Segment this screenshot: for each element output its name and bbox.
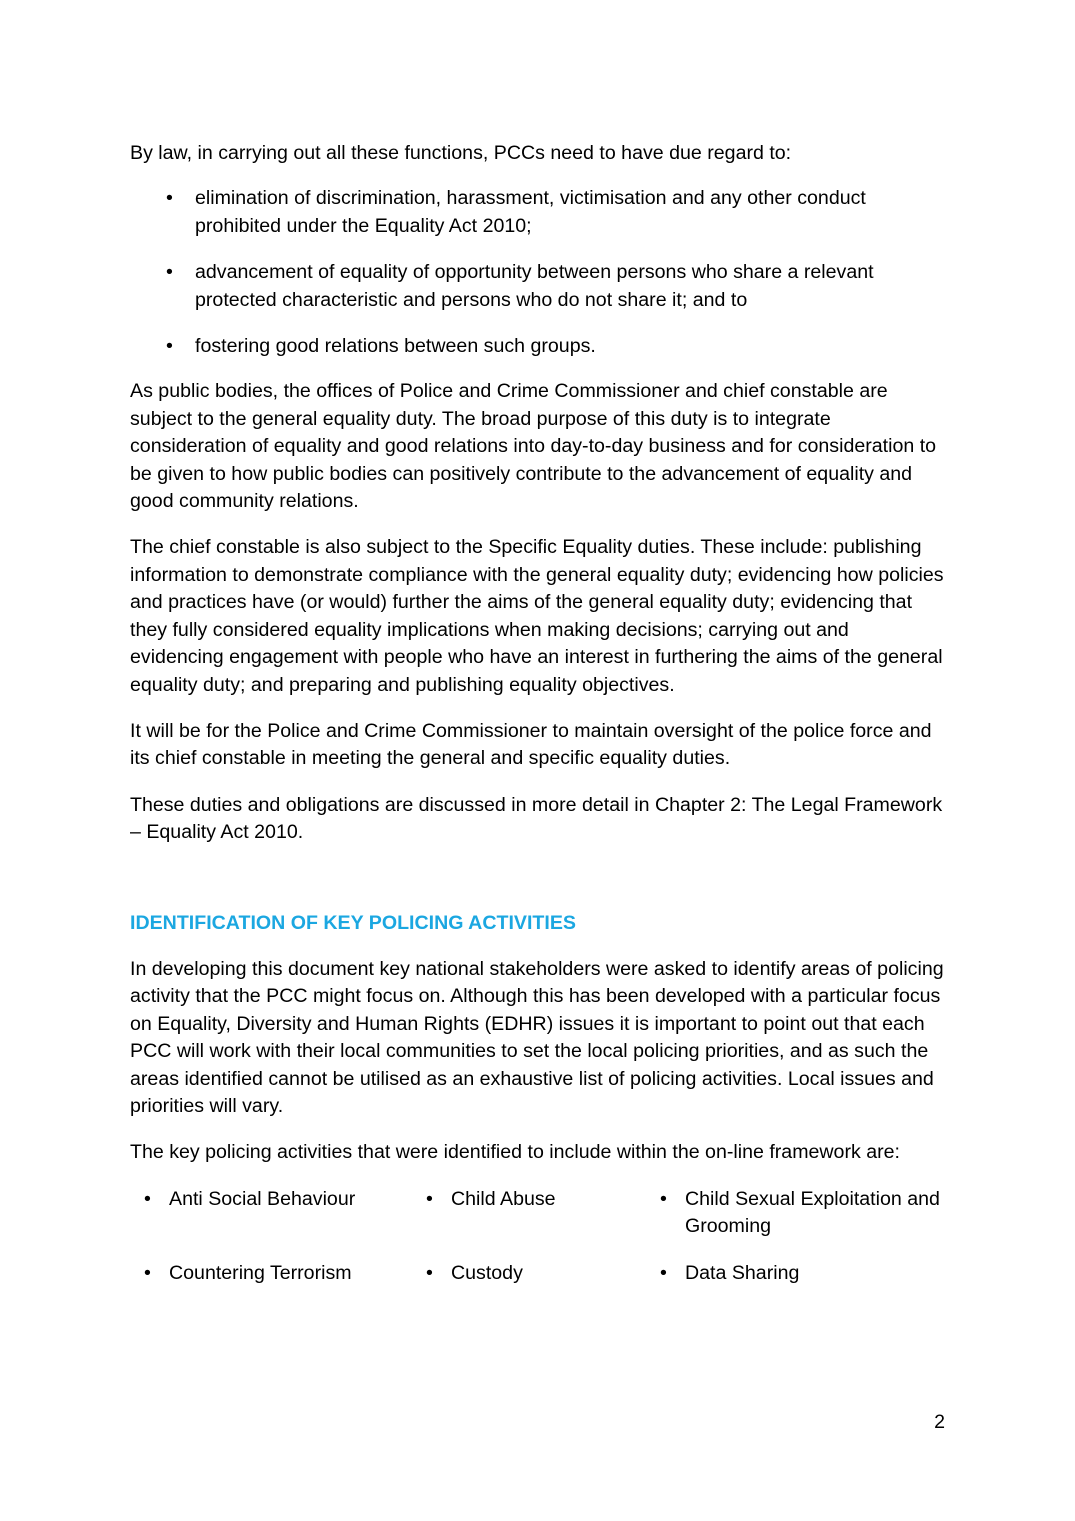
activity-label: Child Sexual Exploitation and Grooming <box>685 1187 940 1238</box>
paragraph-chapter-reference: These duties and obligations are discussed in more detail in Chapter 2: The Legal Framework – Equality Act 2010. <box>130 793 943 844</box>
section-heading: IDENTIFICATION OF KEY POLICING ACTIVITIES <box>130 911 576 934</box>
activity-item <box>646 1186 945 1241</box>
activity-label: Data Sharing <box>685 1261 800 1284</box>
activity-label: Custody <box>451 1261 523 1284</box>
paragraph-stakeholders: In developing this document key national stakeholders were asked to identify areas of policing activity that the PCC might focus on. Although this has been developed with a particular focus on Equality, Diversity and Human Rights (EDHR) issues it is important to point out that each PCC will work with their local communities to set the local policing priorities, and as such the areas identified cannot be utilised as an exhaustive list of policing activities. Local issues and priorities will vary. <box>130 957 944 1117</box>
duty-text: fostering good relations between such groups. <box>195 335 596 358</box>
bullet-icon: • <box>144 1261 151 1284</box>
paragraph-specific-duties: The chief constable is also subject to the Specific Equality duties. These include: publishing information to demonstrate compliance with the general equality duty; evidencing how policies and practices have (or would) further the aims of the general equality duty; evidencing that they fully considered equality implications when making decisions; carrying out and evidencing engagement with people who have an interest in furthering the aims of the general equality duty; and preparing and publishing equality objectives. <box>130 536 944 696</box>
bullet-icon: • <box>166 187 173 210</box>
paragraph-general-duty: As public bodies, the offices of Police and Crime Commissioner and chief constable are subject to the general equality duty. The broad purpose of this duty is to integrate consideration of equality and good relations into day-to-day business and for consideration to be given to how public bodies can positively contribute to the advancement of equality and good community relations. <box>130 380 937 513</box>
activity-item <box>412 1260 646 1287</box>
bullet-icon: • <box>166 335 173 358</box>
list-item <box>130 333 945 360</box>
paragraph-oversight: It will be for the Police and Crime Commissioner to maintain oversight of the police force and its chief constable in meeting the general and specific equality duties. <box>130 719 932 770</box>
bullet-icon: • <box>426 1261 433 1284</box>
duty-text: elimination of discrimination, harassment, victimisation and any other conduct prohibited under the Equality Act 2010; <box>195 187 866 237</box>
document-page <box>130 140 945 1287</box>
bullet-icon: • <box>166 261 173 284</box>
bullet-icon: • <box>144 1187 151 1210</box>
intro-text: By law, in carrying out all these functions, PCCs need to have due regard to: <box>130 142 792 164</box>
activities-list <box>130 1186 945 1287</box>
activity-label: Anti Social Behaviour <box>169 1187 356 1210</box>
bullet-icon: • <box>660 1187 667 1210</box>
activity-item <box>412 1186 646 1241</box>
bullet-icon: • <box>660 1261 667 1284</box>
duties-list <box>130 185 945 360</box>
duty-text: advancement of equality of opportunity between persons who share a relevant protected characteristic and persons who do not share it; and to <box>195 261 874 311</box>
activity-item <box>130 1260 412 1287</box>
list-item <box>130 185 945 240</box>
activity-item <box>646 1260 945 1287</box>
paragraph-key-activities-intro: The key policing activities that were identified to include within the on-line framework are: <box>130 1141 900 1164</box>
activity-item <box>130 1186 412 1241</box>
activity-label: Countering Terrorism <box>169 1261 352 1284</box>
bullet-icon: • <box>426 1187 433 1210</box>
activity-label: Child Abuse <box>451 1187 556 1210</box>
page-number: 2 <box>934 1411 945 1433</box>
list-item <box>130 259 945 314</box>
